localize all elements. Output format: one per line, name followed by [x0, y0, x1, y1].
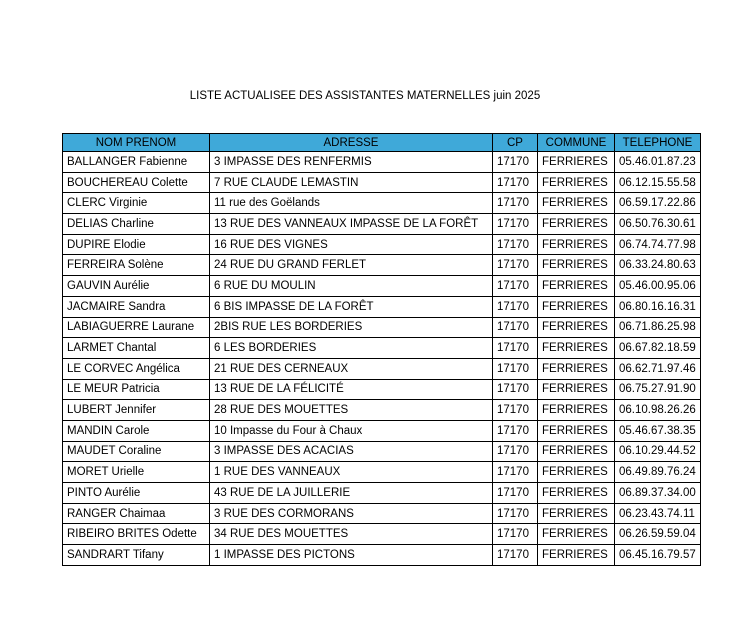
cell-telephone: 06.74.74.77.98: [615, 234, 701, 255]
table-row: [63, 152, 701, 173]
cell-commune: FERRIERES: [538, 172, 615, 193]
cell-nom-prenom: DUPIRE Elodie: [63, 234, 210, 255]
cell-nom-prenom: RIBEIRO BRITES Odette: [63, 524, 210, 545]
cell-adresse: 21 RUE DES CERNEAUX: [210, 358, 493, 379]
cell-nom-prenom: LE MEUR Patricia: [63, 379, 210, 400]
table-row: [63, 172, 701, 193]
cell-commune: FERRIERES: [538, 503, 615, 524]
cell-cp: 17170: [493, 379, 538, 400]
cell-nom-prenom: DELIAS Charline: [63, 214, 210, 235]
cell-telephone: 06.12.15.55.58: [615, 172, 701, 193]
cell-cp: 17170: [493, 214, 538, 235]
cell-nom-prenom: MORET Urielle: [63, 462, 210, 483]
cell-commune: FERRIERES: [538, 420, 615, 441]
cell-telephone: 06.75.27.91.90: [615, 379, 701, 400]
cell-adresse: 2BIS RUE LES BORDERIES: [210, 317, 493, 338]
cell-cp: 17170: [493, 317, 538, 338]
cell-commune: FERRIERES: [538, 317, 615, 338]
cell-cp: 17170: [493, 400, 538, 421]
cell-adresse: 13 RUE DE LA FÉLICITÉ: [210, 379, 493, 400]
assistantes-table: [62, 133, 701, 566]
cell-nom-prenom: JACMAIRE Sandra: [63, 296, 210, 317]
header-cp: CP: [493, 134, 538, 152]
cell-telephone: 06.33.24.80.63: [615, 255, 701, 276]
cell-telephone: 06.67.82.18.59: [615, 338, 701, 359]
cell-cp: 17170: [493, 152, 538, 173]
cell-nom-prenom: LUBERT Jennifer: [63, 400, 210, 421]
cell-cp: 17170: [493, 524, 538, 545]
table-row: [63, 338, 701, 359]
cell-commune: FERRIERES: [538, 524, 615, 545]
table-row: [63, 483, 701, 504]
header-nom-prenom: NOM PRENOM: [63, 134, 210, 152]
cell-commune: FERRIERES: [538, 358, 615, 379]
cell-adresse: 3 RUE DES CORMORANS: [210, 503, 493, 524]
table-row: [63, 524, 701, 545]
cell-telephone: 06.50.76.30.61: [615, 214, 701, 235]
cell-commune: FERRIERES: [538, 379, 615, 400]
cell-cp: 17170: [493, 441, 538, 462]
cell-nom-prenom: MANDIN Carole: [63, 420, 210, 441]
cell-adresse: 6 BIS IMPASSE DE LA FORÊT: [210, 296, 493, 317]
cell-nom-prenom: PINTO Aurélie: [63, 483, 210, 504]
cell-telephone: 06.45.16.79.57: [615, 545, 701, 566]
cell-adresse: 1 IMPASSE DES PICTONS: [210, 545, 493, 566]
cell-adresse: 3 IMPASSE DES ACACIAS: [210, 441, 493, 462]
cell-nom-prenom: BOUCHEREAU Colette: [63, 172, 210, 193]
table-row: [63, 255, 701, 276]
cell-commune: FERRIERES: [538, 545, 615, 566]
cell-telephone: 05.46.00.95.06: [615, 276, 701, 297]
cell-nom-prenom: LABIAGUERRE Laurane: [63, 317, 210, 338]
cell-cp: 17170: [493, 545, 538, 566]
cell-commune: FERRIERES: [538, 152, 615, 173]
cell-adresse: 6 LES BORDERIES: [210, 338, 493, 359]
cell-adresse: 3 IMPASSE DES RENFERMIS: [210, 152, 493, 173]
cell-adresse: 13 RUE DES VANNEAUX IMPASSE DE LA FORÊT: [210, 214, 493, 235]
cell-adresse: 11 rue des Goëlands: [210, 193, 493, 214]
cell-telephone: 06.59.17.22.86: [615, 193, 701, 214]
table-header-row: [63, 134, 701, 152]
cell-cp: 17170: [493, 255, 538, 276]
cell-commune: FERRIERES: [538, 255, 615, 276]
cell-nom-prenom: CLERC Virginie: [63, 193, 210, 214]
cell-nom-prenom: LE CORVEC Angélica: [63, 358, 210, 379]
cell-commune: FERRIERES: [538, 296, 615, 317]
cell-adresse: 34 RUE DES MOUETTES: [210, 524, 493, 545]
cell-commune: FERRIERES: [538, 462, 615, 483]
cell-commune: FERRIERES: [538, 234, 615, 255]
cell-commune: FERRIERES: [538, 441, 615, 462]
cell-nom-prenom: FERREIRA Solène: [63, 255, 210, 276]
cell-telephone: 05.46.01.87.23: [615, 152, 701, 173]
cell-telephone: 06.10.98.26.26: [615, 400, 701, 421]
cell-adresse: 16 RUE DES VIGNES: [210, 234, 493, 255]
cell-commune: FERRIERES: [538, 214, 615, 235]
cell-telephone: 06.80.16.16.31: [615, 296, 701, 317]
table-body: [63, 152, 701, 566]
cell-cp: 17170: [493, 483, 538, 504]
table-row: [63, 441, 701, 462]
table-row: [63, 214, 701, 235]
table-row: [63, 234, 701, 255]
cell-cp: 17170: [493, 234, 538, 255]
cell-telephone: 06.49.89.76.24: [615, 462, 701, 483]
cell-cp: 17170: [493, 420, 538, 441]
table-row: [63, 276, 701, 297]
cell-adresse: 24 RUE DU GRAND FERLET: [210, 255, 493, 276]
cell-adresse: 6 RUE DU MOULIN: [210, 276, 493, 297]
cell-telephone: 06.62.71.97.46: [615, 358, 701, 379]
cell-nom-prenom: LARMET Chantal: [63, 338, 210, 359]
cell-adresse: 10 Impasse du Four à Chaux: [210, 420, 493, 441]
cell-adresse: 43 RUE DE LA JUILLERIE: [210, 483, 493, 504]
cell-telephone: 06.71.86.25.98: [615, 317, 701, 338]
cell-nom-prenom: BALLANGER Fabienne: [63, 152, 210, 173]
table-row: [63, 296, 701, 317]
cell-adresse: 1 RUE DES VANNEAUX: [210, 462, 493, 483]
header-telephone: TELEPHONE: [615, 134, 701, 152]
table-row: [63, 545, 701, 566]
cell-cp: 17170: [493, 358, 538, 379]
cell-commune: FERRIERES: [538, 338, 615, 359]
cell-cp: 17170: [493, 193, 538, 214]
cell-cp: 17170: [493, 172, 538, 193]
cell-nom-prenom: SANDRART Tifany: [63, 545, 210, 566]
table-row: [63, 400, 701, 421]
header-commune: COMMUNE: [538, 134, 615, 152]
cell-telephone: 06.26.59.59.04: [615, 524, 701, 545]
cell-adresse: 7 RUE CLAUDE LEMASTIN: [210, 172, 493, 193]
table-row: [63, 420, 701, 441]
cell-telephone: 06.89.37.34.00: [615, 483, 701, 504]
cell-commune: FERRIERES: [538, 400, 615, 421]
table-row: [63, 503, 701, 524]
document-title: LISTE ACTUALISEE DES ASSISTANTES MATERNELLES juin 2025: [189, 90, 541, 102]
cell-cp: 17170: [493, 296, 538, 317]
cell-cp: 17170: [493, 462, 538, 483]
table-row: [63, 462, 701, 483]
table-row: [63, 317, 701, 338]
cell-nom-prenom: RANGER Chaimaa: [63, 503, 210, 524]
cell-nom-prenom: MAUDET Coraline: [63, 441, 210, 462]
cell-telephone: 06.10.29.44.52: [615, 441, 701, 462]
cell-telephone: 05.46.67.38.35: [615, 420, 701, 441]
cell-nom-prenom: GAUVIN Aurélie: [63, 276, 210, 297]
table-row: [63, 193, 701, 214]
table-row: [63, 379, 701, 400]
cell-cp: 17170: [493, 276, 538, 297]
cell-cp: 17170: [493, 503, 538, 524]
table-row: [63, 358, 701, 379]
cell-telephone: 06.23.43.74.11: [615, 503, 701, 524]
cell-commune: FERRIERES: [538, 276, 615, 297]
cell-cp: 17170: [493, 338, 538, 359]
cell-commune: FERRIERES: [538, 483, 615, 504]
cell-adresse: 28 RUE DES MOUETTES: [210, 400, 493, 421]
cell-commune: FERRIERES: [538, 193, 615, 214]
header-adresse: ADRESSE: [210, 134, 493, 152]
